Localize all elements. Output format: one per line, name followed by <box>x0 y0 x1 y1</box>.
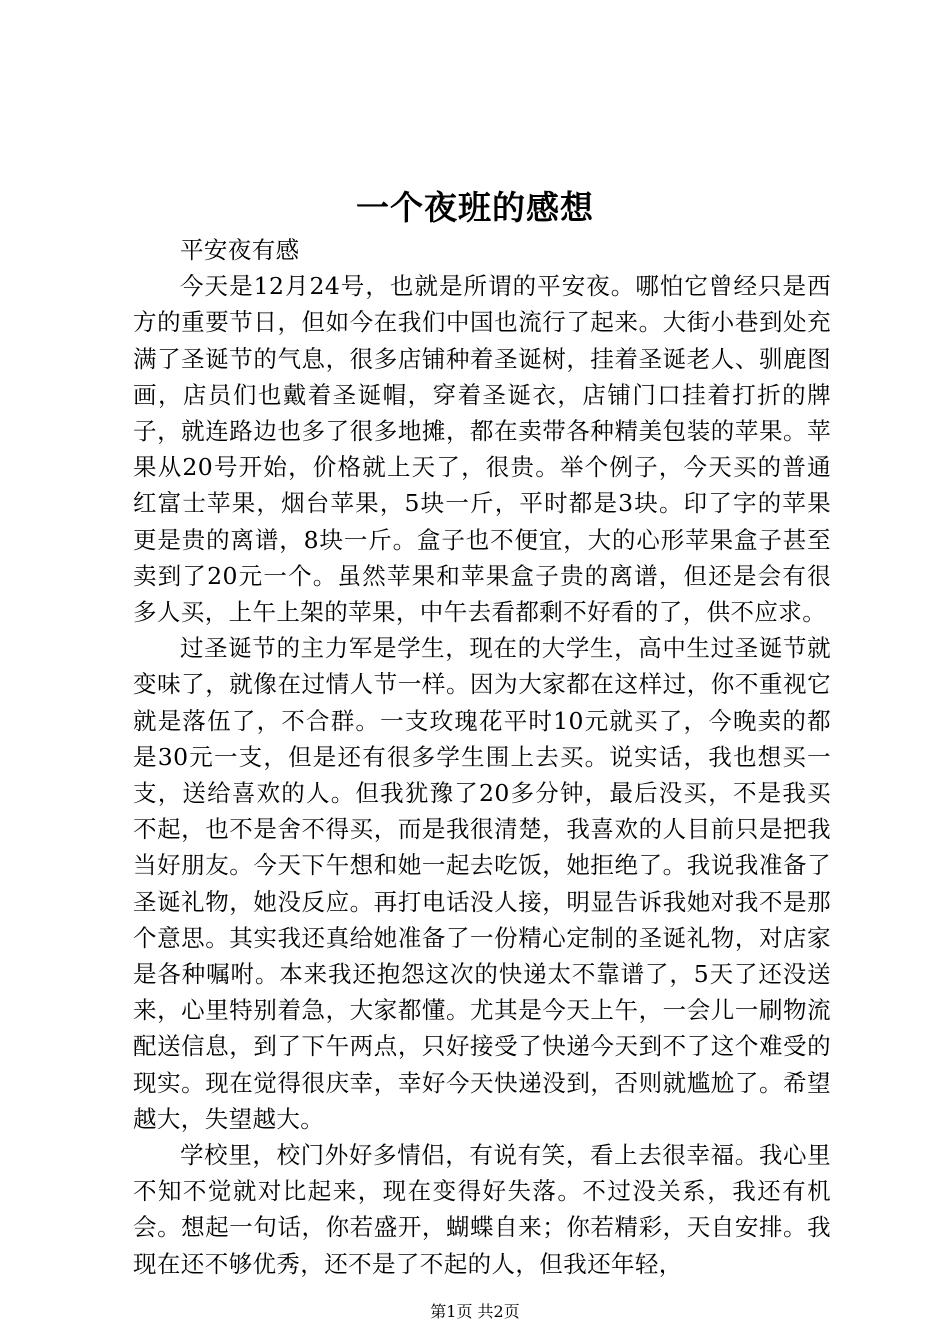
paragraph-subtitle: 平安夜有感 <box>180 236 300 264</box>
paragraph-1: 今天是12月24号，也就是所谓的平安夜。哪怕它曾经只是西方的重要节日，但如今在我们中国也流行了起来。大街小巷到处充满了圣诞节的气息，很多店铺种着圣诞树，挂着圣诞老人、驯鹿图画，店员们也戴着圣诞帽，穿着圣诞衣，店铺门口挂着打折的牌子，就连路边也多了很多地摊，都在卖带各种精美包装的苹果。苹果从20号开始，价格就上天了，很贵。举个例子，今天买的普通红富士苹果，烟台苹果，5块一斤，平时都是3块。印了字的苹果更是贵的离谱，8块一斤。盒子也不便宜，大的心形苹果盒子甚至卖到了20元一个。虽然苹果和苹果盒子贵的离谱，但还是会有很多人买，上午上架的苹果，中午去看都剩不好看的了，供不应求。 <box>133 272 831 627</box>
page-footer: 第1页 共2页 <box>430 1302 520 1321</box>
document-title: 一个夜班的感想 <box>356 188 594 227</box>
paragraph-3: 学校里，校门外好多情侣，有说有笑，看上去很幸福。我心里不知不觉就对比起来，现在变得好失落。不过没关系，我还有机会。想起一句话，你若盛开，蝴蝶自来；你若精彩，天自安排。我现在还不够优秀，还不是了不起的人，但我还年轻， <box>133 1141 831 1278</box>
paragraph-2: 过圣诞节的主力军是学生，现在的大学生，高中生过圣诞节就变味了，就像在过情人节一样。因为大家都在这样过，你不重视它就是落伍了，不合群。一支玫瑰花平时10元就买了，今晚卖的都是30元一支，但是还有很多学生围上去买。说实话，我也想买一支，送给喜欢的人。但我犹豫了20多分钟，最后没买，不是我买不起，也不是舍不得买，而是我很清楚，我喜欢的人目前只是把我当好朋友。今天下午想和她一起去吃饭，她拒绝了。我说我准备了圣诞礼物，她没反应。再打电话没人接，明显告诉我她对我不是那个意思。其实我还真给她准备了一份精心定制的圣诞礼物，对店家是各种嘱咐。本来我还抱怨这次的快递太不靠谱了，5天了还没送来，心里特别着急，大家都懂。尤其是今天上午，一会儿一刷物流配送信息，到了下午两点，只好接受了快递今天到不了这个难受的现实。现在觉得很庆幸，幸好今天快递没到，否则就尴尬了。希望越大，失望越大。 <box>133 634 831 1133</box>
document-body <box>133 232 831 1282</box>
